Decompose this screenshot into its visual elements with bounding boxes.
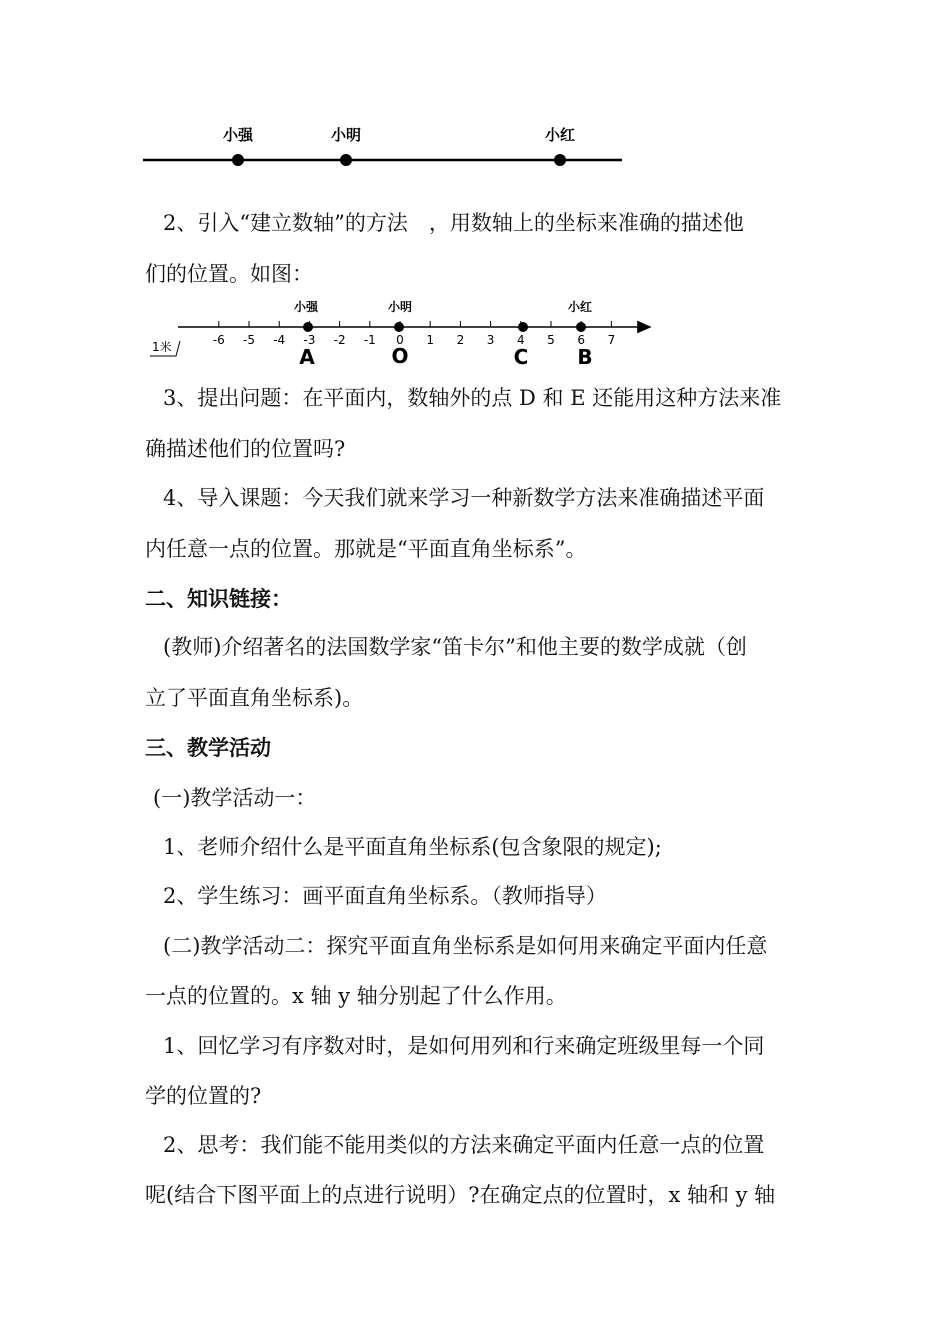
dot-xiaoqiang bbox=[303, 322, 313, 332]
para6-line2: 学的位置的? bbox=[145, 1084, 262, 1108]
dot-xiaohong bbox=[576, 322, 586, 332]
para3-line1: 3、提出问题：在平面内，数轴外的点 D 和 E 还能用这种方法来准 bbox=[163, 386, 782, 410]
name-xiaohong: 小红 bbox=[567, 300, 593, 314]
tick-label-0: -6 bbox=[212, 333, 225, 347]
tick-label-4: -2 bbox=[333, 333, 346, 347]
para4-line2: 内任意一点的位置。那就是“平面直角坐标系”。 bbox=[145, 537, 587, 561]
para4-line1: 4、导入课题：今天我们就来学习一种新数学方法来准确描述平面 bbox=[163, 486, 765, 510]
tick-label-9: 3 bbox=[486, 333, 495, 347]
activity1-title: (一)教学活动一： bbox=[153, 786, 317, 810]
tick-marks bbox=[219, 321, 612, 327]
unit-label: 1米 bbox=[152, 340, 172, 354]
name-xiaoqiang: 小强 bbox=[293, 300, 319, 314]
activity2-line1: (二)教学活动二：探究平面直角坐标系是如何用来确定平面内任意 bbox=[163, 934, 768, 958]
point-c-label: C bbox=[513, 345, 529, 369]
para7-line1: 2、思考：我们能不能用类似的方法来确定平面内任意一点的位置 bbox=[163, 1133, 765, 1157]
tick-label-8: 2 bbox=[456, 333, 465, 347]
tick-label-1: -5 bbox=[243, 333, 255, 347]
tick-label-7: 1 bbox=[426, 333, 435, 347]
para3-line2: 确描述他们的位置吗? bbox=[145, 437, 346, 461]
para2-line1: 2、引入“建立数轴”的方法 ，用数轴上的坐标来准确的描述他 bbox=[163, 211, 744, 235]
activity1-item1: 1、老师介绍什么是平面直角坐标系(包含象限的规定); bbox=[163, 835, 662, 859]
name-xiaoming: 小明 bbox=[387, 300, 413, 314]
section2-heading: 二、知识链接： bbox=[145, 587, 292, 611]
figure-number-line bbox=[0, 0, 950, 380]
label-xiaoming: 小明 bbox=[330, 126, 362, 144]
point-o-label: O bbox=[391, 344, 409, 368]
para7-line2: 呢(结合下图平面上的点进行说明）?在确定点的位置时，x 轴和 y 轴 bbox=[145, 1183, 776, 1207]
activity1-item2: 2、学生练习：画平面直角坐标系。（教师指导） bbox=[163, 884, 607, 908]
tick-label-13: 7 bbox=[607, 333, 616, 347]
tick-label-10: 4 bbox=[516, 333, 525, 347]
tick-label-2: -4 bbox=[273, 333, 286, 347]
point-a-label: A bbox=[299, 345, 315, 369]
dot-xiaoming bbox=[394, 322, 404, 332]
tick-label-5: -1 bbox=[363, 333, 376, 347]
tick-label-12: 6 bbox=[577, 333, 586, 347]
tick-label-11: 5 bbox=[547, 333, 555, 347]
tick-labels bbox=[213, 333, 615, 347]
para5-line2: 立了平面直角坐标系)。 bbox=[145, 686, 364, 710]
dot-c bbox=[518, 322, 528, 332]
section3-heading: 三、教学活动 bbox=[145, 736, 271, 760]
para6-line1: 1、回忆学习有序数对时，是如何用列和行来确定班级里每一个同 bbox=[163, 1034, 765, 1058]
label-xiaohong: 小红 bbox=[544, 126, 576, 144]
point-b-label: B bbox=[577, 345, 593, 369]
para5-line1: (教师)介绍著名的法国数学家“笛卡尔”和他主要的数学成就（创 bbox=[163, 635, 747, 659]
activity2-line2: 一点的位置的。x 轴 y 轴分别起了什么作用。 bbox=[145, 984, 567, 1008]
tick-label-3: -3 bbox=[303, 333, 316, 347]
para2-line2: 们的位置。如图： bbox=[145, 262, 313, 286]
label-xiaoqiang: 小强 bbox=[222, 126, 254, 144]
tick-label-6: 0 bbox=[396, 333, 404, 347]
